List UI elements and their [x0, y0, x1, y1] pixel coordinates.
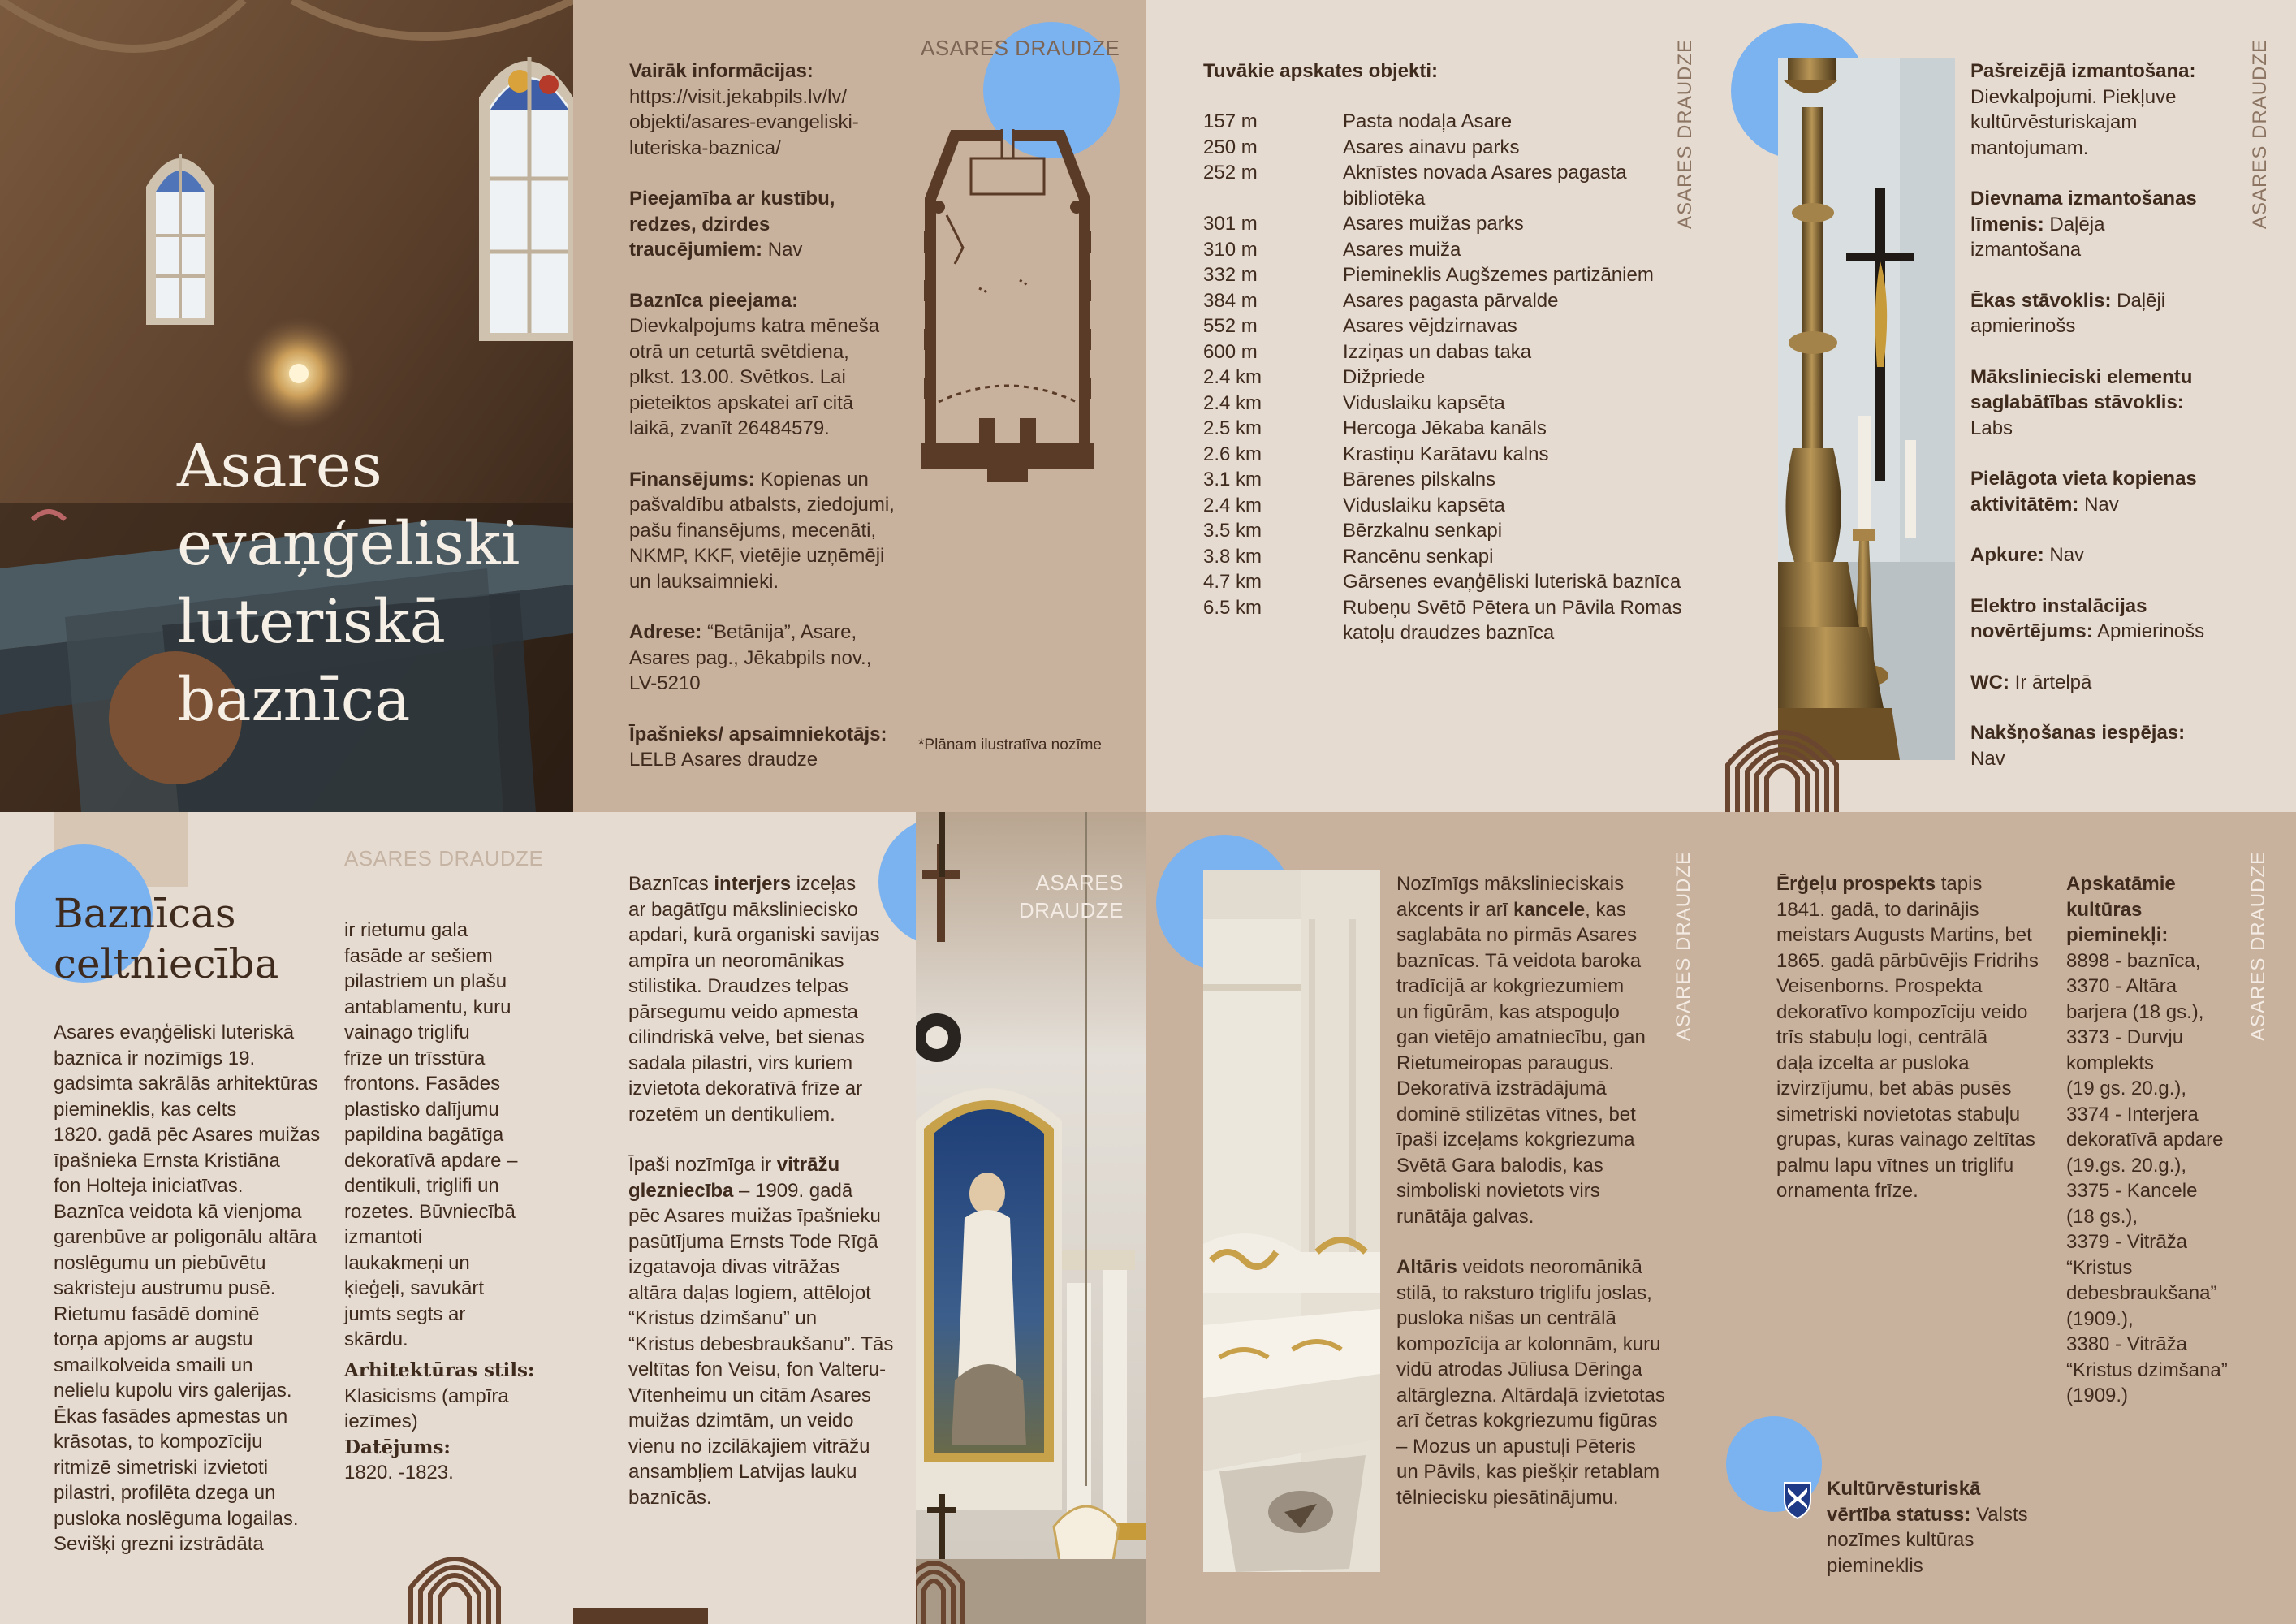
monument-line: dekoratīvā apdare	[2066, 1129, 2224, 1151]
text-line: veltītas fon Veisu, fon Valteru-	[628, 1358, 887, 1380]
interior-col	[628, 871, 896, 1510]
text-line: pārsegumu veido apmesta	[628, 1000, 858, 1023]
nearby-item	[1203, 442, 1684, 468]
text-line: muižas dzimtām, un veido	[628, 1410, 854, 1432]
nearby-item	[1203, 313, 1684, 339]
section-heading: Baznīcas celtniecība	[54, 890, 279, 987]
text-line: torņa apjoms ar augstu	[54, 1328, 253, 1350]
organ-col	[1776, 871, 2052, 1204]
nearby-distance	[1203, 186, 1343, 212]
nearby-item	[1203, 467, 1684, 493]
text-line: īpašnieka Ernsta Kristiāna	[54, 1149, 280, 1172]
nearby-distance: 4.7 km	[1203, 571, 1262, 593]
nearby-place: Asares muižas parks	[1343, 213, 1524, 235]
text-line: izvirzījumu, bet abās pusēs	[1776, 1078, 2012, 1099]
nearby-place: Rubeņu Svētō Pētera un Pāvila Romas	[1343, 596, 1682, 619]
monument-line: “Kristus dzimšana”	[2066, 1358, 2228, 1381]
monument-line: 3370 - Altāra	[2066, 975, 2177, 997]
text-line: fon Holteja iniciatīvas.	[54, 1175, 244, 1197]
text-line: Ērģeļu prospekts tapis	[1776, 873, 1983, 895]
text-line: Altāris veidots neoromānikā	[1396, 1256, 1642, 1278]
nearby-place: Viduslaiku kapsēta	[1343, 391, 1505, 414]
nearby-item	[1203, 544, 1684, 570]
nearby-distance	[1203, 620, 1343, 646]
text-line: stilistika. Draudzes telpas	[628, 975, 848, 997]
text-line: 1841. gadā, to darinājis	[1776, 898, 1979, 921]
more-info-label: Vairāk informācijas:	[629, 60, 814, 82]
nearby-place: katoļu draudzes baznīca	[1343, 622, 1555, 644]
pulpit-photo	[1203, 870, 1380, 1572]
church-floor-plan	[906, 126, 1109, 483]
nearby-distance: 552 m	[1203, 315, 1258, 337]
nearby-item	[1203, 186, 1684, 212]
more-info-url[interactable]: https://visit.jekabpils.lv/lv/ objekti/asares-evangeliski- luteriska-baznica/	[629, 85, 859, 159]
parish-label-vertical: ASARES DRAUDZE	[1672, 850, 1694, 1041]
text-line: Īpaši nozīmīga ir vitrāžu	[628, 1154, 840, 1176]
text-line: papildina bagātīga	[344, 1124, 504, 1146]
monument-line: 3379 - Vitrāža	[2066, 1231, 2187, 1253]
text-line: Ēkas fasādes apmestas un	[54, 1405, 288, 1427]
community-use: Pielāgota vieta kopienas aktivitātēm: Nav	[1970, 468, 2197, 516]
monument-line: (19.gs. 20.g.),	[2066, 1154, 2187, 1177]
heating: Apkure: Nav	[1970, 544, 2085, 566]
nearby-title: Tuvākie apskates objekti:	[1203, 60, 1439, 82]
nearby-distance: 250 m	[1203, 136, 1258, 158]
text-line: arī četras kokgriezumu figūras	[1396, 1410, 1658, 1432]
monument-line: 3380 - Vitrāža	[2066, 1333, 2187, 1355]
text-line: un Pāvils, kas piešķir retablam	[1396, 1461, 1660, 1483]
nearby-distance: 600 m	[1203, 340, 1258, 363]
monument-line: “Kristus	[2066, 1256, 2133, 1279]
text-line: jumts segts ar	[344, 1302, 466, 1325]
address: Adrese: “Betānija”, Asare, Asares pag., Jēkabpils nov., LV-5210	[629, 621, 872, 694]
nearby-place: Pasta nodaļa Asare	[1343, 110, 1513, 132]
text-line: rozetēm un dentikuliem.	[628, 1103, 835, 1125]
nearby-place: Bērzkalnu senkapi	[1343, 520, 1503, 542]
text-line: dekoratīvo kompozīciju veido	[1776, 1000, 2028, 1023]
wc: WC: Ir ārtelpā	[1970, 671, 2092, 693]
lodging: Nakšņošanas iespējas: Nav	[1970, 722, 2186, 770]
plan-note: *Plānam ilustratīva nozīme	[918, 736, 1102, 754]
text-line: izvietota dekoratīvā frīze ar	[628, 1078, 863, 1099]
nearby-item	[1203, 237, 1684, 263]
text-line: pēc Asares muižas īpašnieku	[628, 1205, 881, 1227]
text-line: vidū atrodas Jūliusa Dēringa	[1396, 1358, 1642, 1380]
text-line: vienu no izcilākajiem vitrāžu	[628, 1435, 870, 1458]
text-line: Asares evaņģēliski luteriskā	[54, 1021, 295, 1043]
nearby-item	[1203, 339, 1684, 365]
brown-bar	[573, 1608, 708, 1624]
monument-line: (18 gs.),	[2066, 1205, 2138, 1228]
text-line: trīs stabuļu logi, centrālā	[1776, 1026, 1988, 1048]
text-line: noslēgumu un piebūvētu	[54, 1251, 266, 1274]
monument-line: 8898 - baznīca,	[2066, 949, 2201, 972]
text-line: frontons. Fasādes	[344, 1073, 501, 1095]
text-line: izmantoti	[344, 1226, 423, 1248]
text-line: pasūtījuma Ernsts Tode Rīgā	[628, 1230, 878, 1253]
text-line: baznīcās.	[628, 1486, 712, 1509]
nearby-distance: 384 m	[1203, 289, 1258, 312]
text-line: sadala pilastri, virs kuriem	[628, 1052, 853, 1074]
text-line: saglabāta no pirmās Asares	[1396, 924, 1638, 946]
parish-label-vertical: ASARES DRAUDZE	[2247, 850, 2269, 1041]
service-level: Dievnama izmantošanas līmenis: Daļēja izmantošana	[1970, 188, 2197, 261]
parish-label-vertical: ASARES DRAUDZE	[2249, 38, 2271, 229]
text-line: pilastri, profilēta dzega un	[54, 1482, 276, 1504]
monument-line: 3375 - Kancele	[2066, 1180, 2198, 1202]
nearby-distance: 252 m	[1203, 162, 1258, 184]
nearby-item	[1203, 620, 1684, 646]
text-line: simboliski novietots virs	[1396, 1180, 1600, 1202]
text-line: vainago triglifu	[344, 1021, 470, 1043]
text-line: īpaši izceļams kokgriezuma	[1396, 1129, 1635, 1151]
nearby-place: Asares pagasta pārvalde	[1343, 289, 1559, 312]
construction-col1	[54, 1020, 338, 1557]
text-line: ar bagātīgu mākslinieciskо	[628, 898, 858, 921]
arch-lines-icon	[1721, 708, 1843, 812]
style-and-date: Arhitektūras stils: Klasicisms (ampīra iezīmes) Datējums: 1820. -1823.	[344, 1359, 535, 1484]
text-line: ir rietumu gala	[344, 919, 468, 941]
nearby-item	[1203, 211, 1684, 237]
nearby-place: Piemineklis Augšzemes partizāniem	[1343, 264, 1654, 286]
text-line: antablamentu, kuru	[344, 996, 511, 1018]
text-line: “Kristus dzimšanu” un	[628, 1307, 818, 1329]
text-line: plastisko dalījumu	[344, 1098, 499, 1121]
monument-line: komplekts	[2066, 1052, 2155, 1074]
text-line: tradīcijā ar kokgriezumiem	[1396, 975, 1625, 997]
church-access: Baznīca pieejama: Dievkalpojums katra mēneša otrā un ceturtā svētdiena, plkst. 13.00. Svētkos. Lai pieteiktos apskatei arī citā laikā, zvanīt 26484579.	[629, 289, 880, 439]
monument-line: (1909.),	[2066, 1307, 2134, 1330]
nearby-place: Asares muiža	[1343, 238, 1461, 261]
text-line: altārglezna. Altārdaļā izvietotas	[1396, 1384, 1665, 1406]
monument-line: 3373 - Durvju	[2066, 1026, 2184, 1048]
nearby-item	[1203, 493, 1684, 519]
nearby-item	[1203, 365, 1684, 391]
nearby-item	[1203, 109, 1684, 135]
text-line: Nozīmīgs mākslinieciskais	[1396, 873, 1625, 895]
nearby-distance: 2.4 km	[1203, 391, 1262, 414]
parish-label: ASARES DRAUDZE	[344, 846, 544, 870]
text-line: gan vietējo amatniecību, gan	[1396, 1026, 1646, 1048]
monuments-col: Apskatāmie kultūras pieminekļi: 8898 - baznīca, 3370 - Altāra barjera (18 gs.), 3373 - Durvju komplekts (19 gs. 20.g.), 3374 - Interjera dekoratīvā apdare (19.gs. 20.g.), 3375 - Kancele (18 gs.), 3379 - Vitrāža “Kristus debesbraukšana” (1909.), 3380 - Vitrāža “Kristus dzimšana” (1909.)	[2066, 871, 2253, 1409]
arch-lines-icon	[406, 1539, 503, 1624]
text-line: piemineklis, kas celts	[54, 1098, 237, 1121]
nearby-place: Asares ainavu parks	[1343, 136, 1520, 158]
nearby-distance: 2.4 km	[1203, 366, 1262, 388]
text-line: glezniecība – 1909. gadā	[628, 1179, 853, 1202]
nearby-distance: 2.6 km	[1203, 443, 1262, 465]
text-line: gadsimta sakrālās arhitektūras	[54, 1073, 318, 1095]
text-line: krāsotas, to kompozīciju	[54, 1431, 263, 1453]
text-line: ritmizē simetriski izvietoti	[54, 1456, 269, 1479]
nearby-item	[1203, 518, 1684, 544]
nearby-place: Krastiņu Karātavu kalns	[1343, 443, 1549, 465]
text-line: rozetes. Būvniecībā	[344, 1200, 516, 1223]
text-line: pilastriem un plašu	[344, 970, 507, 992]
text-line: apdari, kurā organiski savijas	[628, 924, 880, 946]
text-line: pusloka nišas un centrālā	[1396, 1307, 1616, 1329]
nearby-place: Izziņas un dabas taka	[1343, 340, 1532, 363]
parish-label: ASARES DRAUDZE	[921, 36, 1120, 60]
info-column	[629, 58, 905, 773]
nearby-place: Aknīstes novada Asares pagasta	[1343, 162, 1627, 184]
nearby-place: Viduslaiku kapsēta	[1343, 494, 1505, 516]
text-line: dentikuli, triglifi un	[344, 1175, 499, 1197]
text-line: Rietumu fasādē dominē	[54, 1302, 260, 1325]
building-state: Ēkas stāvoklis: Daļēji apmierinošs	[1970, 289, 2166, 337]
text-line: kompozīcija ar kolonnām, kuru	[1396, 1332, 1661, 1355]
text-line: nelielu kupolu virs galerijas.	[54, 1380, 292, 1402]
nearby-distance: 6.5 km	[1203, 596, 1262, 619]
art-state: Mākslinieciski elementu saglabātības stāvoklis: Labs	[1970, 365, 2193, 439]
text-line: palmu lapu vītnes un triglifu	[1776, 1154, 2014, 1177]
nearby-item	[1203, 262, 1684, 288]
heritage-status: Kultūrvēsturiskā vērtība statuss: Valsts nozīmes kultūras piemineklis	[1827, 1478, 2028, 1577]
nearby-place: Rancēnu senkapi	[1343, 545, 1494, 568]
text-line: grupas, kuras vainago zeltītas	[1776, 1129, 2035, 1151]
text-line: ampīra un neoromānikas	[628, 949, 844, 972]
text-line: Dekoratīvā izstrādājumā	[1396, 1078, 1607, 1099]
text-line: ķieģeļi, savukārt	[344, 1277, 485, 1299]
current-use: Pašreizējā izmantošana: Dievkalpojumi. Piekļuve kultūrvēsturiskajam mantojumam.	[1970, 60, 2196, 159]
text-line: garenbūve ar poligonālu altāra	[54, 1226, 317, 1248]
text-line: laukakmeņi un	[344, 1251, 470, 1274]
text-line: Vītenheimu un citām Asares	[628, 1384, 871, 1406]
text-line: baznīcas. Tā veidota baroka	[1396, 949, 1642, 972]
nearby-place: Hercoga Jēkaba kanāls	[1343, 417, 1547, 439]
cover-panel	[0, 0, 573, 812]
text-line: Veisenborns. Prospekta	[1776, 975, 1983, 997]
text-line: cilindriskā velve, bet sienas	[628, 1026, 865, 1048]
candlestick-photo	[1778, 58, 1955, 760]
nearby-distance: 2.5 km	[1203, 417, 1262, 439]
arch-lines-icon	[916, 1543, 968, 1624]
text-line: izgatavoja divas vitrāžas	[628, 1256, 840, 1278]
text-line: akcents ir arī kancele, kas	[1396, 898, 1626, 921]
monument-line: (19 gs. 20.g.),	[2066, 1078, 2187, 1099]
text-line: frīze un trīsstūra	[344, 1047, 486, 1069]
funding: Finansējums: Kopienas un pašvaldību atbalsts, ziedojumi, pašu finansējums, mecenāti, NKMP, KKF, vietējie uzņēmēji un lauksaimnieki.	[629, 468, 895, 593]
parish-label-vertical: ASARES DRAUDZE	[1674, 38, 1696, 229]
info-panel	[573, 0, 1146, 812]
nearby-item	[1203, 288, 1684, 314]
text-line: ornamenta frīze.	[1776, 1180, 1918, 1202]
monument-line: barjera (18 gs.),	[2066, 1000, 2204, 1023]
nearby-place: Bārenes pilskalns	[1343, 469, 1496, 490]
text-line: “Kristus debesbraukšanu”. Tās	[628, 1332, 894, 1355]
nearby-distance: 3.1 km	[1203, 469, 1262, 490]
construction-col2	[344, 918, 588, 1353]
nearby-distance: 2.4 km	[1203, 494, 1262, 516]
monument-line: debesbraukšana”	[2066, 1282, 2217, 1304]
nearby-place: Gārsenes evaņģēliski luteriskā baznīca	[1343, 571, 1681, 593]
text-line: dekoratīvā apdare –	[344, 1149, 518, 1172]
text-line: fasāde ar sešiem	[344, 944, 493, 967]
text-line: simetriski novietotas stabuļu	[1776, 1103, 2021, 1125]
text-line: baznīca ir nozīmīgs 19.	[54, 1047, 256, 1069]
nearby-distance: 3.8 km	[1203, 545, 1262, 568]
art-col1	[1396, 871, 1672, 1510]
owner: Īpašnieks/ apsaimniekotājs: LELB Asares draudze	[629, 723, 887, 771]
nearby-distance: 310 m	[1203, 238, 1258, 261]
text-line: skārdu.	[344, 1328, 408, 1350]
text-line: dominē stilizētas vītnes, bet	[1396, 1103, 1636, 1125]
nearby-place: Asares vējdzirnavas	[1343, 315, 1517, 337]
nearby-distance: 3.5 km	[1203, 520, 1262, 542]
text-line: Baznīca veidota kā vienjoma	[54, 1200, 302, 1223]
nearby-distance: 332 m	[1203, 264, 1258, 286]
text-line: 1820. gadā pēc Asares muižas	[54, 1124, 321, 1146]
text-line: runātāja galvas.	[1396, 1205, 1534, 1228]
text-line: altāra daļas logiem, attēlojot	[628, 1281, 871, 1304]
nearby-item	[1203, 416, 1684, 442]
accessibility: Pieejamība ar kustību, redzes, dzirdes traucējumiem: Nav	[629, 188, 835, 261]
text-line: smailkolveida smaili un	[54, 1354, 253, 1376]
text-line: meistars Augusts Martins, bet	[1776, 924, 2032, 946]
text-line: ansambļiem Latvijas lauku	[628, 1461, 857, 1483]
nearby-place: Dižpriede	[1343, 366, 1426, 388]
text-line: sakristeju austrumu pusē.	[54, 1277, 276, 1299]
text-line: daļa izcelta ar pusloka	[1776, 1052, 1970, 1074]
text-line: stilā, to raksturo triglifu joslas,	[1396, 1281, 1652, 1304]
nearby-item	[1203, 569, 1684, 595]
nearby-distance: 157 m	[1203, 110, 1258, 132]
photo-parish-label: ASARES DRAUDZE	[1018, 870, 1124, 922]
text-line: – Mozus un apustuļi Pēteris	[1396, 1435, 1636, 1458]
nearby-item	[1203, 391, 1684, 417]
text-line: 1865. gadā pārbūvējis Fridrihs	[1776, 949, 2039, 972]
text-line: Baznīcas interjers izceļas	[628, 873, 857, 895]
monument-line: (1909.)	[2066, 1384, 2129, 1406]
nearby-distance: 301 m	[1203, 213, 1258, 235]
nearby-list	[1203, 109, 1684, 646]
shield-icon	[1783, 1481, 1812, 1520]
text-line: un figūrām, kas atspoguļo	[1396, 1000, 1620, 1023]
text-line: Sevišķi grezni izstrādāta	[54, 1533, 264, 1555]
nearby-item	[1203, 160, 1684, 186]
altar-photo	[916, 812, 1146, 1624]
text-line: Rietumeiropas paraugus.	[1396, 1052, 1615, 1074]
monument-line: 3374 - Interjera	[2066, 1103, 2199, 1125]
nearby-item	[1203, 595, 1684, 621]
cover-title: Asares evaņģēliski luteriskā baznīca	[177, 431, 520, 735]
electric: Elektro instalācijas novērtējums: Apmierinošs	[1970, 594, 2205, 642]
text-line: tēlniecisku piesātinājumu.	[1396, 1486, 1619, 1509]
status-column	[1970, 58, 2214, 771]
nearby-place: bibliotēka	[1343, 187, 1426, 209]
nearby-item	[1203, 135, 1684, 161]
text-line: pusloka noslēguma logailas.	[54, 1507, 299, 1530]
text-line: Svētā Gara balodis, kas	[1396, 1154, 1603, 1177]
